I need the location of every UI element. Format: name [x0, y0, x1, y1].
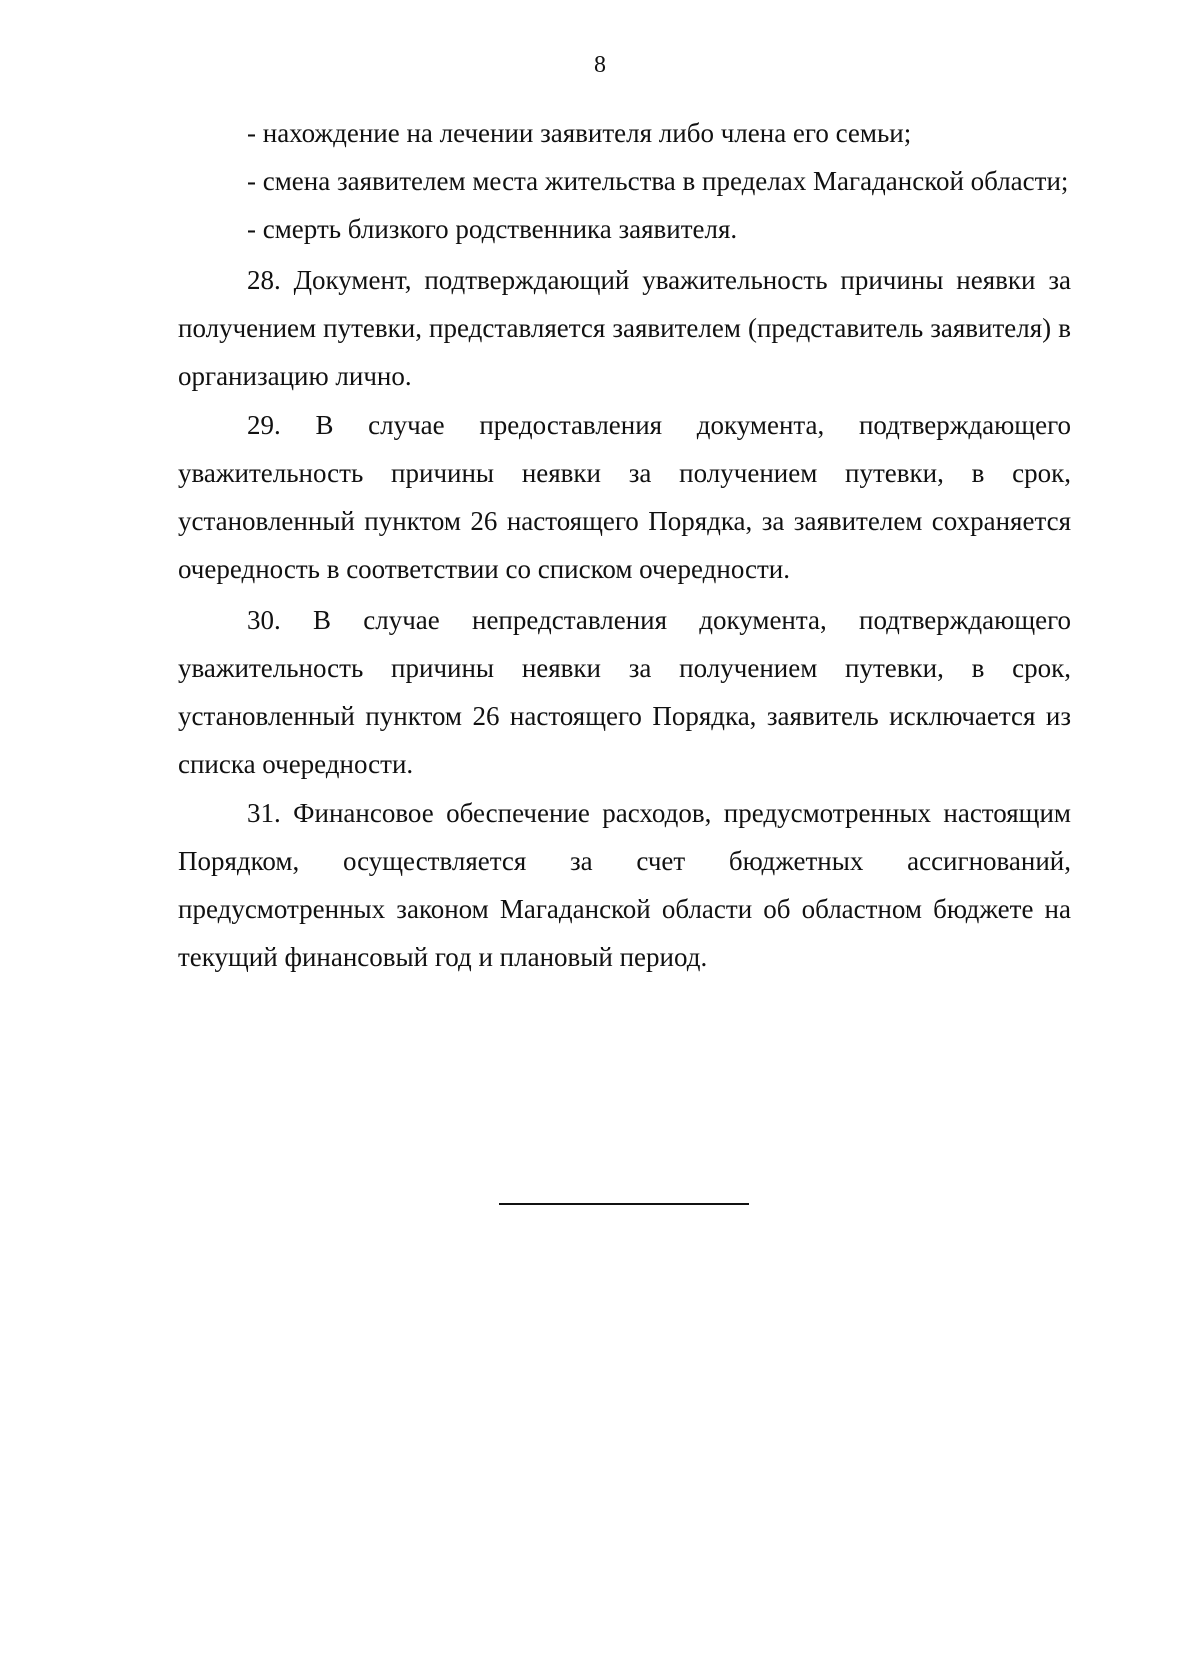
paragraph-30: 30. В случае непредставления документа, подтверждающего уважительность причины неявки за получением путевки, в срок, установленный пунктом 26 настоящего Порядка, заявитель исключается из списка очередности. [178, 605, 1071, 779]
paragraph-31: 31. Финансовое обеспечение расходов, предусмотренных настоящим Порядком, осуществляется за счет бюджетных ассигнований, предусмотренных законом Магаданской области об областном бюджете на текущий финансовый год и плановый период. [178, 798, 1071, 972]
paragraph-relative-death: - смерть близкого родственника заявителя. [247, 214, 738, 244]
page-number: 8 [594, 52, 606, 78]
document-body [178, 109, 1071, 981]
paragraph-residence-change: - смена заявителем места жительства в пределах Магаданской области; [247, 166, 1069, 196]
paragraph-treatment: - нахождение на лечении заявителя либо члена его семьи; [247, 118, 912, 148]
paragraph-28: 28. Документ, подтверждающий уважительность причины неявки за получением путевки, представляется заявителем (представитель заявителя) в организацию лично. [178, 265, 1071, 391]
end-divider [499, 1203, 749, 1205]
paragraph-29: 29. В случае предоставления документа, подтверждающего уважительность причины неявки за получением путевки, в срок, установленный пунктом 26 настоящего Порядка, за заявителем сохраняется очередность в соответствии со списком очередности. [178, 410, 1071, 584]
